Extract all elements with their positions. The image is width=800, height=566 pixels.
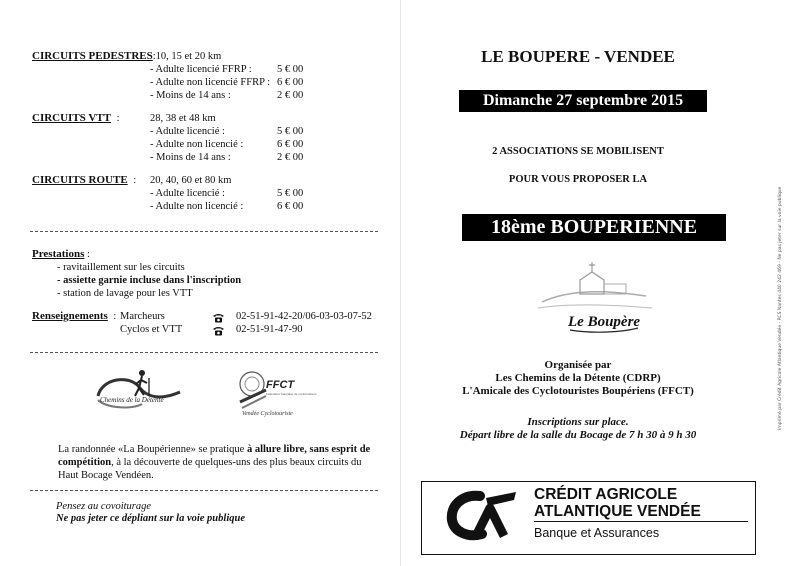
- vtt-price: 5 € 00: [277, 126, 304, 137]
- vtt-price: 6 € 00: [277, 139, 304, 150]
- side-print: Imprimé par Crédit Agricole Atlantique Vendée - RCS Nantes 440 242 469 - Ne pas jeter sur la voie publique: [778, 186, 783, 430]
- circuits-pedestres-section: [32, 50, 221, 63]
- renseignements-colon: :: [113, 311, 117, 322]
- vtt-row: - Adulte non licencié :: [150, 139, 244, 150]
- route-row: - Adulte licencié :: [150, 188, 225, 199]
- prestations-colon: :: [86, 249, 90, 260]
- covoiturage-note: Pensez au covoiturage: [56, 501, 152, 512]
- ffct-logo: [236, 368, 317, 418]
- event-name: 18ème BOUPERIENNE: [462, 214, 726, 241]
- pedestres-row: [150, 76, 270, 89]
- sponsor-line-3: Banque et Assurances: [534, 526, 660, 540]
- circuits-vtt-section: [32, 112, 120, 125]
- divider: [30, 352, 378, 353]
- price-label: - Adulte non licencié FFRP :: [150, 77, 271, 88]
- sponsor-line-1: CRÉDIT AGRICOLE: [534, 486, 678, 503]
- description-text: La randonnée «La Boupérienne» se pratique: [58, 444, 247, 455]
- pedestres-price: [277, 76, 303, 89]
- le-boupere-logo: [534, 258, 658, 338]
- organizer-1: Les Chemins de la Détente (CDRP): [495, 372, 661, 384]
- logo-text: Le Boupère: [568, 314, 641, 330]
- phone-number: 02-51-91-47-90: [236, 324, 303, 335]
- prestation-item: - station de lavage pour les VTT: [57, 288, 193, 299]
- price-label: - Moins de 14 ans :: [150, 90, 231, 101]
- page-fold: [400, 0, 401, 566]
- divider: [30, 490, 378, 491]
- contact-label: Marcheurs: [120, 311, 165, 322]
- chemins-detente-logo: [92, 366, 188, 414]
- price-value: 5 € 00: [277, 64, 304, 75]
- pedestres-price: [277, 89, 303, 102]
- route-header: CIRCUITS ROUTE: [32, 174, 128, 186]
- sponsor-line-2: ATLANTIQUE VENDÉE: [534, 503, 701, 520]
- phone-number: 02-51-91-42-20/06-03-03-07-52: [236, 311, 372, 322]
- vtt-header: CIRCUITS VTT: [32, 112, 111, 124]
- sponsor-box: [421, 481, 756, 555]
- pedestres-header: CIRCUITS PEDESTRES: [32, 50, 153, 62]
- ffct-logo-subtext: Fédération française de cyclotourisme: [266, 392, 317, 396]
- sponsor-rule: [534, 521, 748, 522]
- description-text: , à la découverte de quelques-uns des plus beaux circuits du Haut Bocage Vendéen.: [58, 457, 362, 481]
- organisee-label: Organisée par: [544, 359, 612, 371]
- ffct-logo-script: Vendée Cyclotouriste: [242, 411, 293, 417]
- renseignements-header: Renseignements: [32, 310, 108, 322]
- prestation-item: - assiette garnie incluse dans l'inscription: [57, 275, 242, 286]
- description-paragraph: [58, 443, 376, 482]
- route-distances: 20, 40, 60 et 80 km: [150, 175, 232, 186]
- inscriptions-note: Inscriptions sur place.: [527, 416, 629, 428]
- route-colon: :: [133, 175, 137, 186]
- no-litter-note: Ne pas jeter ce dépliant sur la voie publique: [56, 513, 245, 524]
- description-bold: à allure libre, sans esprit de compétition: [58, 444, 371, 468]
- associations-line: 2 ASSOCIATIONS SE MOBILISENT: [492, 146, 664, 157]
- prestations-section: [32, 248, 90, 261]
- pedestres-distances: :10, 15 et 20 km: [152, 51, 222, 62]
- vtt-distances: 28, 38 et 48 km: [150, 113, 216, 124]
- route-row: - Adulte non licencié :: [150, 201, 244, 212]
- organizer-2: L'Amicale des Cyclotouristes Boupériens (FFCT): [462, 385, 694, 397]
- vtt-row: - Adulte licencié :: [150, 126, 225, 137]
- pedestres-row: [150, 63, 252, 76]
- phone-icon: [212, 323, 225, 341]
- pedestres-row: [150, 89, 231, 102]
- event-date: Dimanche 27 septembre 2015: [459, 90, 707, 112]
- depart-note: Départ libre de la salle du Bocage de 7 h 30 à 9 h 30: [459, 429, 697, 441]
- contact-label: Cyclos et VTT: [120, 324, 183, 335]
- vtt-colon: :: [116, 113, 120, 124]
- price-value: 6 € 00: [277, 77, 304, 88]
- vtt-price: 2 € 00: [277, 152, 304, 163]
- credit-agricole-logo-icon: [446, 488, 522, 544]
- renseignements-section: [32, 310, 116, 323]
- price-label: - Adulte licencié FFRP :: [150, 64, 252, 75]
- prestations-header: Prestations: [32, 248, 85, 260]
- circuits-route-section: [32, 174, 136, 187]
- page-title: LE BOUPERE - VENDEE: [481, 47, 675, 66]
- ffct-logo-text: FFCT: [266, 379, 295, 391]
- route-price: 6 € 00: [277, 201, 304, 212]
- propose-line: POUR VOUS PROPOSER LA: [508, 174, 648, 185]
- chemins-logo-text: Chemins de la Détente: [100, 396, 164, 404]
- price-value: 2 € 00: [277, 90, 304, 101]
- prestation-item: - ravitaillement sur les circuits: [57, 262, 185, 273]
- divider: [30, 231, 378, 232]
- route-price: 5 € 00: [277, 188, 304, 199]
- pedestres-price: [277, 63, 303, 76]
- vtt-row: - Moins de 14 ans :: [150, 152, 231, 163]
